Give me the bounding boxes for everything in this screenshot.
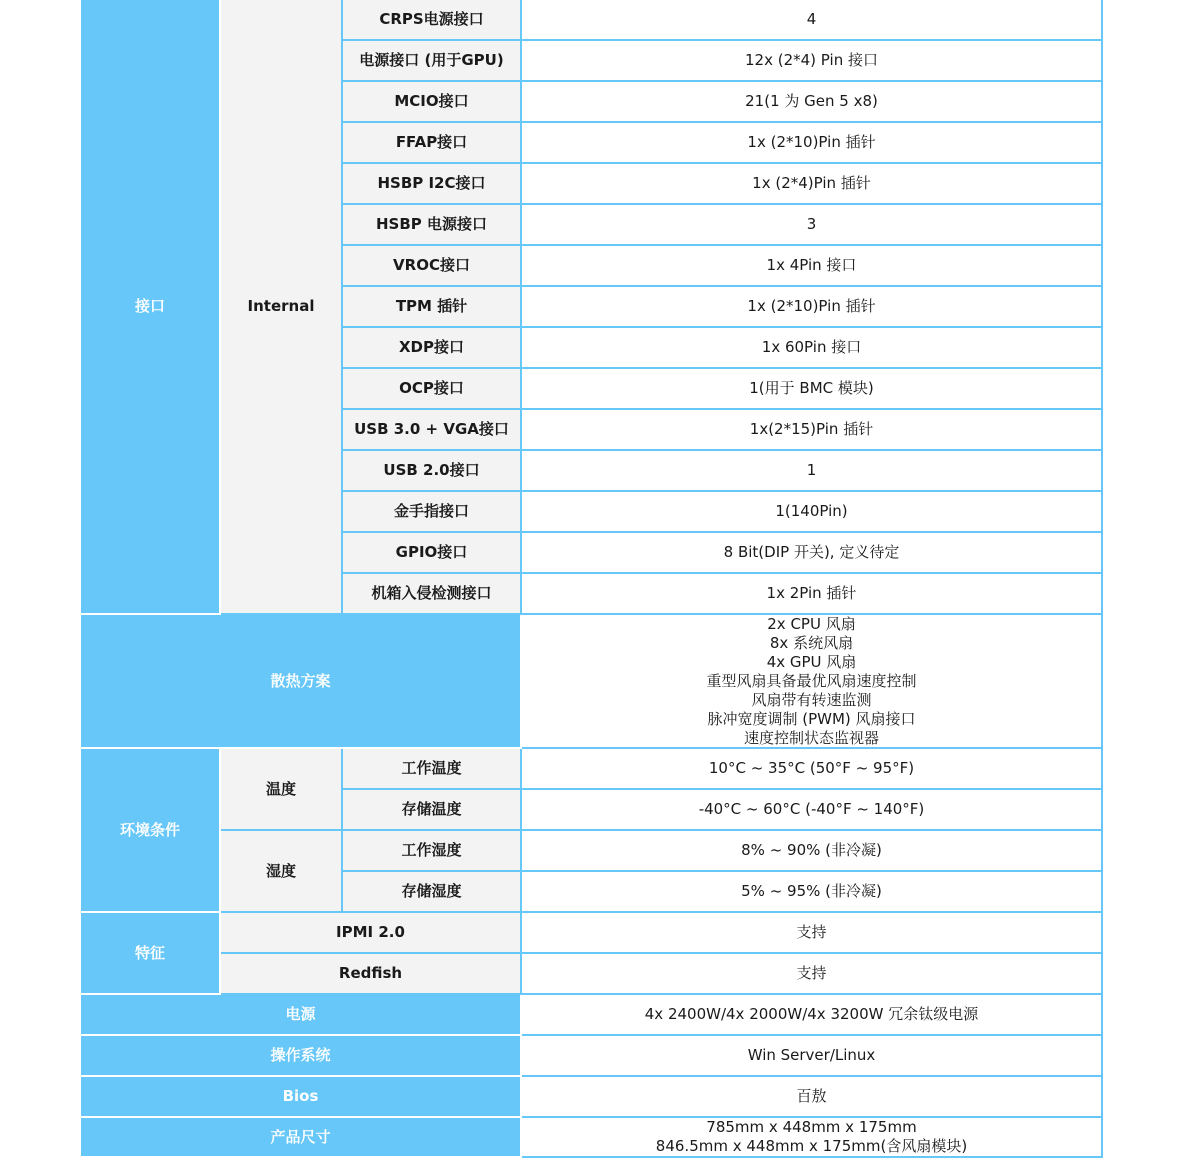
group-temperature: 温度 — [221, 749, 343, 831]
row-label: HSBP I2C接口 — [343, 164, 522, 205]
row-value: 21(1 为 Gen 5 x8) — [522, 82, 1103, 123]
row-value: 1x (2*4)Pin 插针 — [522, 164, 1103, 205]
row-value: 12x (2*4) Pin 接口 — [522, 41, 1103, 82]
category-interfaces: 接口 — [81, 0, 221, 615]
row-label: FFAP接口 — [343, 123, 522, 164]
row-value: 1(140Pin) — [522, 492, 1103, 533]
row-label: Redfish — [221, 954, 522, 995]
row-label: 机箱入侵检测接口 — [343, 574, 522, 615]
os-value: Win Server/Linux — [522, 1036, 1103, 1077]
row-label: 工作温度 — [343, 749, 522, 790]
cooling-line: 8x 系统风扇 — [769, 633, 854, 652]
row-label: TPM 插针 — [343, 287, 522, 328]
row-label: VROC接口 — [343, 246, 522, 287]
row-value: 5% ~ 95% (非冷凝) — [522, 872, 1103, 913]
row-value: -40°C ~ 60°C (-40°F ~ 140°F) — [522, 790, 1103, 831]
row-label: USB 3.0 + VGA接口 — [343, 410, 522, 451]
row-value: 支持 — [522, 954, 1103, 995]
cooling-line: 4x GPU 风扇 — [766, 652, 857, 671]
row-value: 1 — [522, 451, 1103, 492]
cooling-line: 重型风扇具备最优风扇速度控制 — [706, 671, 917, 690]
row-value: 8% ~ 90% (非冷凝) — [522, 831, 1103, 872]
cooling-line: 2x CPU 风扇 — [767, 614, 856, 633]
row-value: 1(用于 BMC 模块) — [522, 369, 1103, 410]
category-cooling: 散热方案 — [81, 615, 522, 749]
row-label: 工作湿度 — [343, 831, 522, 872]
row-value: 1x (2*10)Pin 插针 — [522, 287, 1103, 328]
category-environment: 环境条件 — [81, 749, 221, 913]
cooling-line: 风扇带有转速监测 — [751, 690, 872, 709]
row-label: USB 2.0接口 — [343, 451, 522, 492]
category-os: 操作系统 — [81, 1036, 522, 1077]
row-label: 电源接口 (用于GPU) — [343, 41, 522, 82]
row-label: 金手指接口 — [343, 492, 522, 533]
row-label: XDP接口 — [343, 328, 522, 369]
dimensions-line: 785mm x 448mm x 175mm — [706, 1118, 917, 1136]
cooling-line: 速度控制状态监视器 — [743, 728, 879, 747]
row-label: HSBP 电源接口 — [343, 205, 522, 246]
spec-table — [81, 0, 1103, 1155]
bios-value: 百敖 — [522, 1077, 1103, 1118]
row-label: GPIO接口 — [343, 533, 522, 574]
cooling-value — [522, 615, 1103, 749]
row-label: MCIO接口 — [343, 82, 522, 123]
row-label: OCP接口 — [343, 369, 522, 410]
category-power: 电源 — [81, 995, 522, 1036]
row-label: 存储湿度 — [343, 872, 522, 913]
dimensions-line: 846.5mm x 448mm x 175mm(含风扇模块) — [655, 1137, 968, 1155]
cooling-line: 脉冲宽度调制 (PWM) 风扇接口 — [707, 709, 916, 728]
group-humidity: 湿度 — [221, 831, 343, 913]
row-value: 8 Bit(DIP 开关), 定义待定 — [522, 533, 1103, 574]
category-features: 特征 — [81, 913, 221, 995]
row-value: 1x(2*15)Pin 插针 — [522, 410, 1103, 451]
row-value: 3 — [522, 205, 1103, 246]
row-label: 存储温度 — [343, 790, 522, 831]
row-value: 1x 2Pin 插针 — [522, 574, 1103, 615]
row-value: 1x 4Pin 接口 — [522, 246, 1103, 287]
power-value: 4x 2400W/4x 2000W/4x 3200W 冗余钛级电源 — [522, 995, 1103, 1036]
category-bios: Bios — [81, 1077, 522, 1118]
row-label: IPMI 2.0 — [221, 913, 522, 954]
row-value: 1x 60Pin 接口 — [522, 328, 1103, 369]
row-value: 1x (2*10)Pin 插针 — [522, 123, 1103, 164]
row-value: 支持 — [522, 913, 1103, 954]
row-value: 4 — [522, 0, 1103, 41]
category-dimensions: 产品尺寸 — [81, 1118, 522, 1158]
row-value: 10°C ~ 35°C (50°F ~ 95°F) — [522, 749, 1103, 790]
dimensions-value — [522, 1118, 1103, 1158]
row-label: CRPS电源接口 — [343, 0, 522, 41]
group-internal: Internal — [221, 0, 343, 615]
